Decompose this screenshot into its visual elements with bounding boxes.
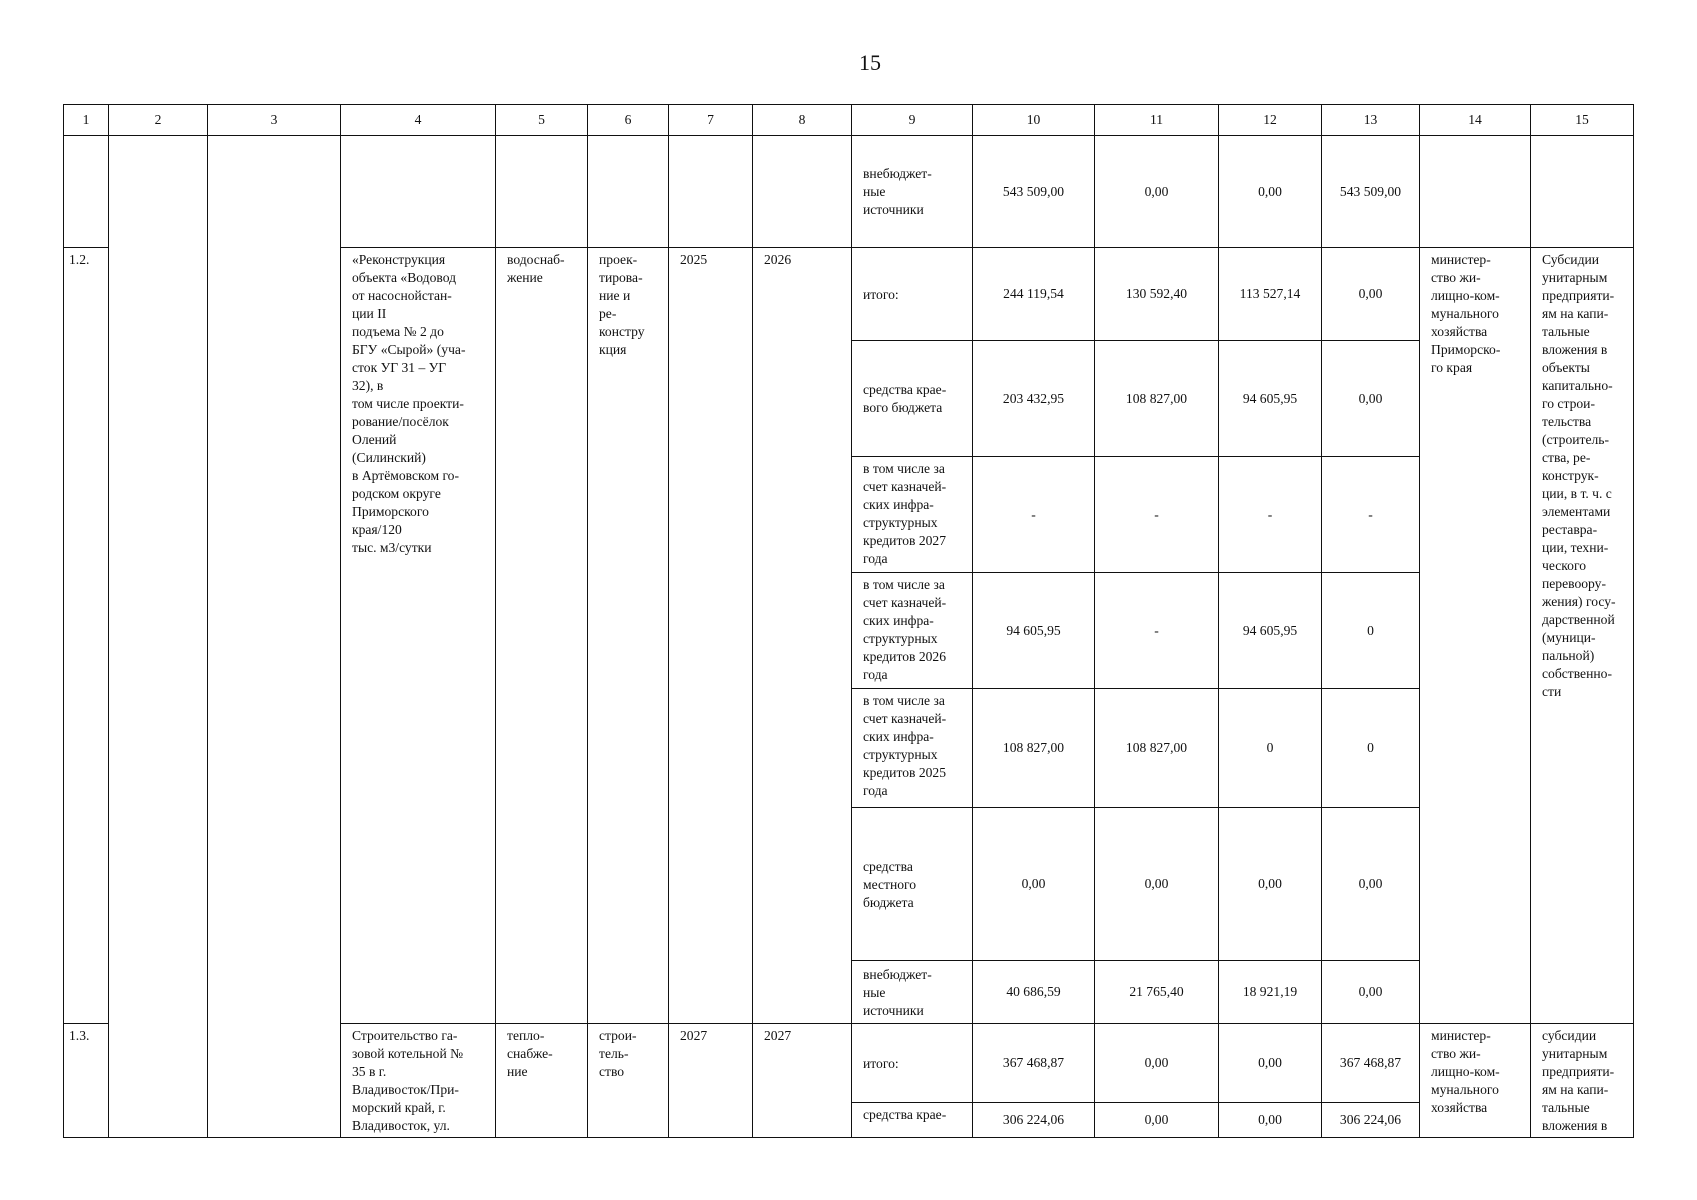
header-row	[64, 105, 1634, 136]
item-type: строи- тель- ство	[588, 1024, 669, 1138]
col-header: 3	[208, 105, 341, 136]
item-number: 1.2.	[64, 248, 109, 1024]
col-header: 5	[496, 105, 588, 136]
cell-value: -	[1322, 457, 1420, 573]
item-responsible: министер- ство жи- лищно-ком- мунального хозяйства Приморско- го края	[1420, 248, 1531, 1024]
item-end-year: 2026	[753, 248, 852, 1024]
cell-source: в том числе за счет казначей- ских инфра- структурных кредитов 2025 года	[852, 689, 973, 808]
cell-value: -	[1095, 457, 1219, 573]
cell-source: в том числе за счет казначей- ских инфра- структурных кредитов 2026 года	[852, 573, 973, 689]
cell-value: 0	[1322, 689, 1420, 808]
cell-value: 306 224,06	[973, 1103, 1095, 1138]
col-header: 15	[1531, 105, 1634, 136]
cell-value: 0,00	[1095, 1103, 1219, 1138]
cell-value: 108 827,00	[1095, 341, 1219, 457]
col-header: 12	[1219, 105, 1322, 136]
cell-value: 367 468,87	[973, 1024, 1095, 1103]
cell-value: -	[1095, 573, 1219, 689]
col-header: 14	[1420, 105, 1531, 136]
item-sector: тепло- снабже- ние	[496, 1024, 588, 1138]
cell-value: 0,00	[1322, 341, 1420, 457]
col-header: 10	[973, 105, 1095, 136]
item-type: проек- тирова- ние и ре- констру кция	[588, 248, 669, 1024]
cell-source: средства крае-	[852, 1103, 973, 1138]
cell-source: в том числе за счет казначей- ских инфра- структурных кредитов 2027 года	[852, 457, 973, 573]
cell-source: внебюджет- ные источники	[852, 136, 973, 248]
cell-source: итого:	[852, 248, 973, 341]
cell-responsible	[1420, 136, 1531, 248]
cell-value: 0,00	[1095, 136, 1219, 248]
col-header: 2	[109, 105, 208, 136]
cell-value: 367 468,87	[1322, 1024, 1420, 1103]
cell-value: 0,00	[1219, 808, 1322, 961]
col-header: 7	[669, 105, 753, 136]
cell-value: 0	[1322, 573, 1420, 689]
cell-value: 108 827,00	[973, 689, 1095, 808]
cell-end	[753, 136, 852, 248]
cell-sector	[496, 136, 588, 248]
cell-value: 244 119,54	[973, 248, 1095, 341]
cell-value: 0,00	[1322, 961, 1420, 1024]
cell-value: 18 921,19	[1219, 961, 1322, 1024]
col-header: 1	[64, 105, 109, 136]
cell-type	[588, 136, 669, 248]
cell-value: 0	[1219, 689, 1322, 808]
item-purpose: Субсидии унитарным предприяти- ям на капи- тальные вложения в объекты капитально- го строи- тельства (строитель- ства, ре- конструк- ции, в т. ч. с элементами реставра- ции, техни- ческого перевоору- жения) госу- дарственной (муници- пальной) собственно- сти	[1531, 248, 1634, 1024]
cell-value: 306 224,06	[1322, 1103, 1420, 1138]
cell-value: 543 509,00	[973, 136, 1095, 248]
page-number: 15	[859, 50, 881, 75]
item-name: «Реконструкция объекта «Водовод от насоснойстан- ции II подъема № 2 до БГУ «Сырой» (уча- сток УГ 31 – УГ 32), в том числе проекти- рование/посёлок Олений (Силинский) в Артёмовском го- родском округе Приморского края/120 тыс. м3/сутки	[341, 248, 496, 1024]
cell-value: 543 509,00	[1322, 136, 1420, 248]
cell-value: 94 605,95	[1219, 573, 1322, 689]
budget-table	[63, 104, 1634, 1138]
cell-value: 130 592,40	[1095, 248, 1219, 341]
cell-purpose	[1531, 136, 1634, 248]
cell-value: 0,00	[1219, 1024, 1322, 1103]
cell-num	[64, 136, 109, 248]
table-row	[64, 136, 1634, 248]
col-header: 8	[753, 105, 852, 136]
cell-value: -	[973, 457, 1095, 573]
cell-value: 0,00	[1219, 136, 1322, 248]
cell-source: внебюджет- ные источники	[852, 961, 973, 1024]
cell-value: 0,00	[1219, 1103, 1322, 1138]
col-header: 6	[588, 105, 669, 136]
col-header: 13	[1322, 105, 1420, 136]
item-start-year: 2027	[669, 1024, 753, 1138]
item-end-year: 2027	[753, 1024, 852, 1138]
col-header: 11	[1095, 105, 1219, 136]
cell-name	[341, 136, 496, 248]
col-header: 9	[852, 105, 973, 136]
cell-value: 21 765,40	[1095, 961, 1219, 1024]
item-purpose: субсидии унитарным предприяти- ям на капи- тальные вложения в	[1531, 1024, 1634, 1138]
item-start-year: 2025	[669, 248, 753, 1024]
item-name: Строительство га- зовой котельной № 35 в г. Владивосток/При- морский край, г. Владивосток, ул.	[341, 1024, 496, 1138]
cell-value: -	[1219, 457, 1322, 573]
cell-value: 108 827,00	[1095, 689, 1219, 808]
cell-value: 0,00	[973, 808, 1095, 961]
item-responsible: министер- ство жи- лищно-ком- мунального хозяйства	[1420, 1024, 1531, 1138]
cell-value: 40 686,59	[973, 961, 1095, 1024]
cell-value: 0,00	[1095, 1024, 1219, 1103]
cell-value: 94 605,95	[973, 573, 1095, 689]
item-number: 1.3.	[64, 1024, 109, 1138]
col-header: 4	[341, 105, 496, 136]
cell-value: 0,00	[1322, 808, 1420, 961]
item-sector: водоснаб- жение	[496, 248, 588, 1024]
cell-source: средства крае- вого бюджета	[852, 341, 973, 457]
cell-value: 0,00	[1322, 248, 1420, 341]
cell-value: 94 605,95	[1219, 341, 1322, 457]
cell-value: 0,00	[1095, 808, 1219, 961]
cell-col2	[109, 136, 208, 1138]
cell-col3	[208, 136, 341, 1138]
cell-source: средства местного бюджета	[852, 808, 973, 961]
cell-value: 203 432,95	[973, 341, 1095, 457]
cell-start	[669, 136, 753, 248]
cell-value: 113 527,14	[1219, 248, 1322, 341]
cell-source: итого:	[852, 1024, 973, 1103]
